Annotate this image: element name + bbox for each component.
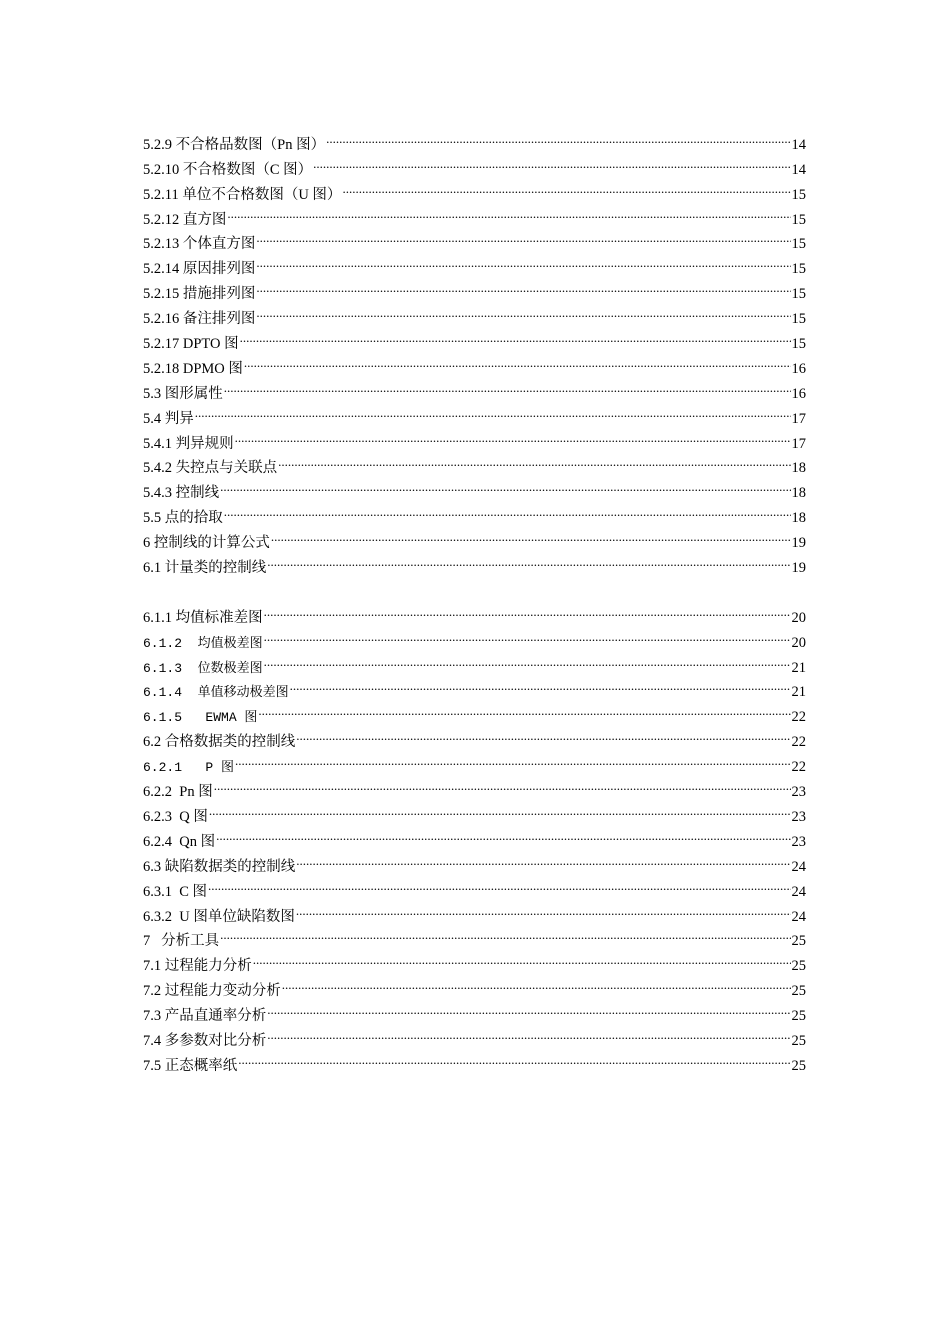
toc-page-number: 20 [791,609,806,626]
toc-entry-title: 7 分析工具 [143,933,220,950]
toc-page-number: 24 [791,883,806,900]
toc-page-number: 15 [791,286,806,303]
toc-entry-title: 5.2.12 直方图 [143,211,227,228]
toc-dot-leader [290,672,791,697]
toc-entry-title: 6.1.4 单值移动极差图 [143,685,289,701]
toc-dot-leader [267,1020,790,1045]
toc-entry[interactable] [143,896,806,925]
toc-page-number: 18 [791,510,806,527]
toc-page-number: 15 [791,336,806,353]
toc-dot-leader [264,647,791,672]
toc-entry[interactable] [143,597,806,626]
toc-page-number: 18 [791,460,806,477]
toc-entry-title: 5.2.14 原因排列图 [143,261,256,278]
toc-page-number: 15 [791,236,806,253]
toc-page-number: 22 [791,759,806,776]
toc-page-number: 22 [791,734,806,751]
toc-page-number: 23 [791,808,806,825]
toc-dot-leader [313,149,790,174]
toc-entry-title: 6 控制线的计算公式 [143,535,270,552]
toc-entry-title: 5.4 判异 [143,410,194,427]
toc-entry[interactable] [143,472,806,502]
toc-page-number: 15 [791,186,806,203]
toc-dot-leader [267,547,790,572]
toc-dot-leader [220,921,790,946]
toc-entry[interactable] [143,746,806,776]
toc-entry-title: 7.2 过程能力变动分析 [143,983,281,1000]
toc-entry[interactable] [143,199,806,228]
toc-dot-leader [238,1045,790,1070]
toc-page-number: 16 [791,385,806,402]
toc-dot-leader [240,323,791,348]
toc-entry-title: 6.1.1 均值标准差图 [143,609,263,626]
toc-entry-title: 6.2.3 Q 图 [143,808,208,825]
toc-dot-leader [267,995,790,1020]
toc-dot-leader [264,597,791,622]
toc-dot-leader [224,497,791,522]
toc-page-number: 23 [791,784,806,801]
toc-entry[interactable] [143,821,806,850]
toc-page-number: 15 [791,211,806,228]
toc-dot-leader [195,398,791,423]
toc-entry-title: 6.2 合格数据类的控制线 [143,734,296,751]
toc-page-number: 15 [791,311,806,328]
toc-entry-title: 7.3 产品直通率分析 [143,1008,267,1025]
toc-entry[interactable] [143,945,806,975]
toc-dot-leader [282,970,791,995]
toc-page-number: 16 [791,360,806,377]
toc-dot-leader [209,796,791,821]
toc-dot-leader [256,248,790,273]
toc-entry-title: 5.2.18 DPMO 图 [143,360,243,377]
toc-entry[interactable] [143,497,806,527]
toc-entry-title: 5.3 图形属性 [143,385,223,402]
toc-dot-leader [220,472,790,497]
toc-entry[interactable] [143,398,806,427]
toc-dot-leader [256,224,790,249]
toc-entry[interactable] [143,921,806,950]
toc-entry-title: 6.2.2 Pn 图 [143,784,213,801]
toc-page-number: 21 [791,684,806,701]
toc-entry-title: 6.1.3 位数极差图 [143,660,263,676]
toc-dot-leader [278,448,790,473]
toc-entry-title: 5.2.10 不合格数图（C 图） [143,161,313,178]
toc-entry-title: 5.2.17 DPTO 图 [143,336,239,353]
toc-page-number: 25 [791,1032,806,1049]
toc-dot-leader [235,746,790,771]
toc-page-number: 25 [791,958,806,975]
table-of-contents [143,124,806,1074]
toc-entry-title: 7.1 过程能力分析 [143,958,252,975]
toc-page-number: 25 [791,1057,806,1074]
toc-dot-leader [216,821,790,846]
toc-dot-leader [214,771,791,796]
toc-entry-title: 5.4.3 控制线 [143,485,220,502]
toc-entry[interactable] [143,771,806,801]
toc-page-number: 14 [791,161,806,178]
toc-dot-leader [253,945,791,970]
toc-entry[interactable] [143,1045,806,1074]
toc-entry[interactable] [143,522,806,552]
toc-dot-leader [264,622,791,647]
toc-dot-leader [235,423,791,448]
toc-entry-title: 6.1 计量类的控制线 [143,560,267,577]
toc-dot-leader [244,348,791,373]
toc-dot-leader [296,846,790,871]
toc-dot-leader [271,522,791,547]
toc-entry[interactable] [143,871,806,900]
toc-dot-leader [227,199,790,224]
toc-entry-title: 7.4 多参数对比分析 [143,1032,267,1049]
toc-dot-leader [296,721,790,746]
toc-page-number: 23 [791,833,806,850]
toc-page-number: 20 [791,634,806,651]
toc-entry-title: 5.2.16 备注排列图 [143,311,256,328]
toc-entry[interactable] [143,124,806,153]
toc-dot-leader [224,373,791,398]
toc-entry-title: 5.4.1 判异规则 [143,435,234,452]
toc-dot-leader [326,124,790,149]
toc-page-number: 15 [791,261,806,278]
toc-page-number: 19 [791,560,806,577]
toc-page-number: 14 [791,136,806,153]
toc-dot-leader [258,696,790,721]
toc-entry-title: 6.2.4 Qn 图 [143,833,216,850]
toc-entry-title: 6.1.2 均值极差图 [143,635,263,651]
toc-entry[interactable] [143,224,806,253]
toc-entry-title: 6.2.1 P 图 [143,760,235,776]
toc-entry-title: 7.5 正态概率纸 [143,1057,238,1074]
toc-entry-title: 5.4.2 失控点与关联点 [143,460,278,477]
toc-dot-leader [342,174,790,199]
toc-entry-title: 6.3.2 U 图单位缺陷数图 [143,908,295,925]
toc-page-number: 25 [791,1008,806,1025]
toc-page-number: 25 [791,933,806,950]
toc-dot-leader [208,871,790,896]
toc-dot-leader [256,273,790,298]
toc-entry-title: 5.2.15 措施排列图 [143,286,256,303]
toc-entry[interactable] [143,348,806,377]
toc-entry-title: 6.3.1 C 图 [143,883,208,900]
toc-page-number: 17 [791,435,806,452]
toc-entry[interactable] [143,448,806,477]
toc-page-number: 21 [791,659,806,676]
toc-page-number: 24 [791,858,806,875]
toc-entry-title: 6.3 缺陷数据类的控制线 [143,858,296,875]
toc-page-number: 22 [791,709,806,726]
toc-entry[interactable] [143,323,806,353]
toc-page-number: 25 [791,983,806,1000]
toc-entry-title: 5.5 点的拾取 [143,510,223,527]
toc-page-number: 17 [791,410,806,427]
toc-dot-leader [296,896,791,921]
toc-entry[interactable] [143,373,806,402]
toc-entry-title: 5.2.13 个体直方图 [143,236,256,253]
toc-entry-title: 5.2.9 不合格品数图（Pn 图） [143,136,326,153]
toc-entry[interactable] [143,846,806,875]
toc-page-number: 24 [791,908,806,925]
toc-entry-title: 5.2.11 单位不合格数图（U 图） [143,186,342,203]
toc-entry[interactable] [143,796,806,825]
toc-entry[interactable] [143,423,806,452]
toc-page-number: 19 [791,535,806,552]
toc-page-number: 18 [791,485,806,502]
toc-entry-title: 6.1.5 EWMA 图 [143,710,258,726]
toc-dot-leader [256,298,790,323]
